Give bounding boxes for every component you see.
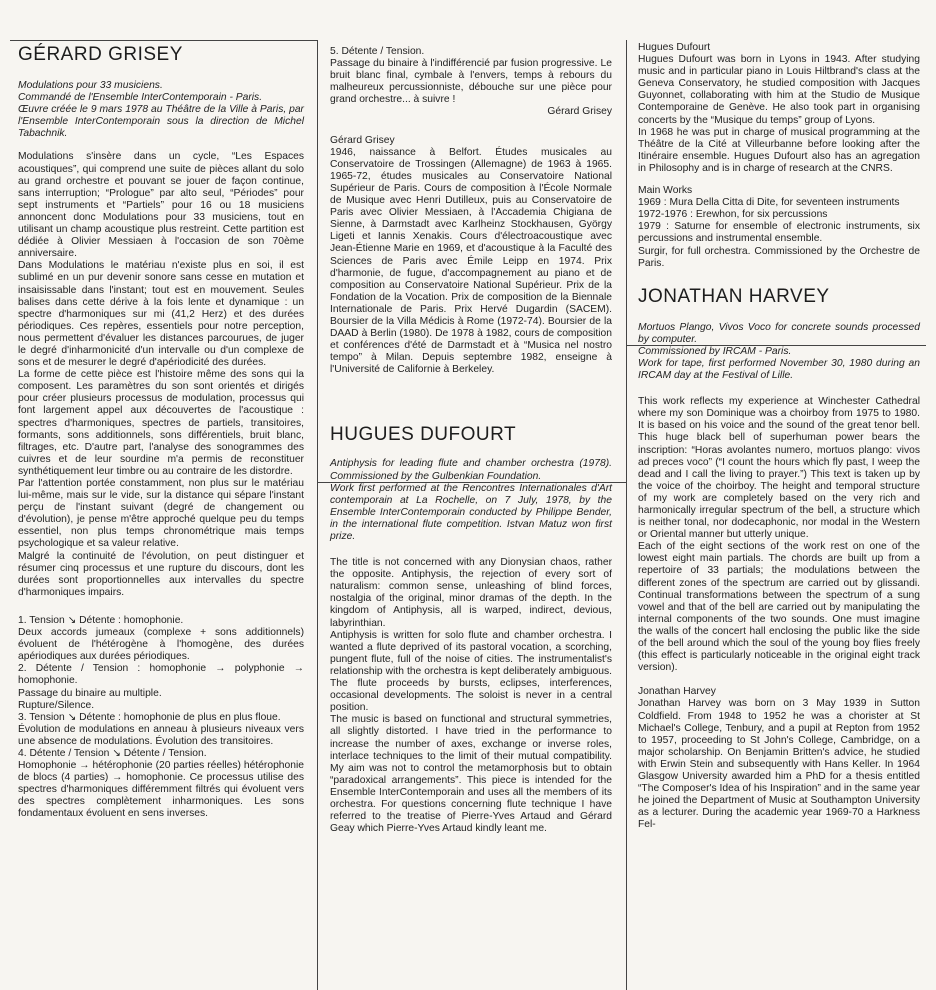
premiere-note: Work for tape, first performed November 30, 1980 during an IRCAM day at the Festival of Lille. <box>638 357 920 382</box>
bio-text: 1946, naissance à Belfort. Études musicales au Conservatoire de Trossingen (Allemagne) de 1963 à 1965. 1965-72, études musicales au Conservatoire National Supérieur de Paris. Cours de composition à l'École Normale de Musique avec Henri Dutilleux, puis au Conservatoire de Paris avec Olivier Messiaen, à l'Accademia Chigiana de Sienne, à Darmstadt avec Karlheinz Stockhausen, György Ligeti et Iannis Xenakis. Cours d'électroacoustique avec Jean-Étienne Marie en 1969, et d'acoustique à la Faculté des Sciences de Paris avec Émile Leipp en 1974. Prix d'harmonie, de fugue, d'accompagnement au piano et de composition au Conservatoire National Supérieur. Prix de la Fondation de la Vocation. Prix de composition de la Biennale Internationale de Paris. Prix Hervé Dugardin (SACEM). Boursier de la Villa Médicis à Rome (1972-74). Boursier de la DAAD à Berlin (1980). De 1978 à 1982, cours de composition et conférences d'été de Darmstadt et à “Musica nel nostro tempo” à Milan. Depuis septembre 1982, enseigne à l'Université de Californie à Berkeley. <box>330 146 612 376</box>
work-title: Modulations pour 33 musiciens. <box>18 80 163 91</box>
works-item: 1972-1976 : Erewhon, for six percussions <box>638 209 828 221</box>
commission-note: Commandé de l'Ensemble InterContemporain - Paris. <box>18 92 263 104</box>
paragraph: Malgré la continuité de l'évolution, on peut distinguer et résumer cinq processus et une rupture du discours, dont les durées sont proportionnelles aux intervalles du spectre d'harmoniques impairs. <box>18 550 304 598</box>
heading-rule-grisey <box>10 40 317 41</box>
list-item: Deux accords jumeaux (complexe + sons additionnels) évoluent de l'hétérogène à l'homogène, des durées apériodiques aux durées périodiques. <box>18 627 304 663</box>
list-item: 2. Détente / Tension : homophonie → polyphonie → homophonie. <box>18 663 304 687</box>
premiere-note: Œuvre créée le 9 mars 1978 au Théâtre de la Ville à Paris, par l'Ensemble InterContemporain sous la direction de Michel Tabachnik. <box>18 104 304 140</box>
column-rule-middle <box>626 40 627 990</box>
commission-note: Commissioned by IRCAM - Paris. <box>638 345 792 357</box>
list-item: 1. Tension ↘ Détente : homophonie. <box>18 614 184 626</box>
works-item: 1979 : Saturne for ensemble of electronic instruments, six percussions and instrumental ensemble. <box>638 221 920 245</box>
bio-heading: Jonathan Harvey <box>638 686 716 698</box>
list-item: Rupture/Silence. <box>18 699 95 711</box>
paragraph: This work reflects my experience at Winchester Cathedral where my son Dominique was a choirboy from 1975 to 1980. It is based on his voice and the sound of the great tenor bell. This huge black bell of superhuman power bears the inscription: “Horas avolantes numero, mortuos plango: vivos ad preces voco” (“I count the hours which fly past, I weep the dead and I call the living to prayer.”) This text is taken up by the voice of the choirboy. The height and temporal structure of my work are completely based on the very rich and harmonically irregular spectrum of the bell, a structure which is neither tonal, nor dodecaphonic, nor modal in the Western or Oriental manner but utterly unique. <box>638 396 920 541</box>
bio-heading: Hugues Dufourt <box>638 42 711 53</box>
works-heading: Main Works <box>638 185 693 197</box>
paragraph: The music is based on functional and structural symmetries, all slightly distorted. I have tried in the performance to increase the number of axes, exchange or inverse roles, interlace techniques to the limit of their mutual compatibility. My aim was not to control the metamorphosis but to obtain “paradoxical arrangements”. This piece is intended for the Ensemble InterContemporain and uses all the members of its orchestra. For questions concerning flute technique I have referred to the treatise of Pierre-Yves Artaud and Gérard Geay which Pierre-Yves Artaud kindly leant me. <box>330 714 612 835</box>
paragraph: 5. Détente / Tension. <box>330 46 425 57</box>
bio-text: In 1968 he was put in charge of musical programming at the Théâtre de la Cité at Villeurbanne before looking after the Itinéraire ensemble. Hugues Dufourt also has an agregation in Philosophy and is in charge of research at the CNRS. <box>638 126 920 174</box>
premiere-note: Work first performed at the Rencontres Internationales d'Art contemporain at La Rochelle, on 7 July, 1978, by the Ensemble InterContemporain conducted by Philippe Bender, in the international flute competition. Istvan Matuz won first prize. <box>330 482 612 542</box>
list-item: Homophonie → hétérophonie (20 parties réelles) hétérophonie de blocs (4 parties) → homophonie. Ce processus utilise des spectres d'harmoniques différemment filtrés qui évoluent vers des spectres complètement inharmoniques. Les sons fondamentaux évoluent en sens inverses. <box>18 760 304 820</box>
column-middle <box>330 46 612 835</box>
paragraph: Modulations s'insère dans un cycle, “Les Espaces acoustiques”, qui comprend une suite de pièces allant du solo au grand orchestre et pouvant se jouer de façon continue, sans interruption; “Prologue” par alto seul, “Périodes” pour sept instruments et “Partiels” pour 16 ou 18 musiciens annoncent donc Modulations pour 33 musiciens, tout en utilisant un champ acoustique plus restreint. Cette partition est dédiée à Olivier Messiaen à l'occasion de son 70ème anniversaire. <box>18 151 304 260</box>
column-right <box>638 42 920 831</box>
bio-text: Hugues Dufourt was born in Lyons in 1943. After studying music and in particular piano in Louis Hiltbrand's class at the Geneva Conservatory, he studied composition with Jacques Guyonnet, collaborating with him at the Studio de Musique Contemporaine de Genève. He also took part in organising concerts by the “Musique du temps” group of Lyons. <box>638 54 920 126</box>
paragraph: Passage du binaire à l'indifférencié par fusion progressive. Le bruit blanc final, cymbale à l'envers, temps à rebours du malheureux percussionniste, débouche sur une pièce pour grand orchestre... à suivre ! <box>330 58 612 106</box>
paragraph: La forme de cette pièce est l'histoire même des sons qui la composent. Les paramètres du son sont orientés et dirigés pour créer plusieurs processus de modulation, processus qui font largement appel aux découvertes de l'acoustique : spectres d'harmoniques, spectres de partiels, transitoires, formants, sons additionnels, sons différentiels, bruit blanc, filtrages, etc. D'autre part, l'analyse des sonogrammes des cuivres et de leur sourdine m'a permis de reconstituer synthétiquement leur timbre ou au contraire de les distordre. <box>18 369 304 477</box>
works-item: Surgir, for full orchestra. Commissioned by the Orchestre de Paris. <box>638 245 920 269</box>
works-item: 1969 : Mura Della Citta di Dite, for seventeen instruments <box>638 197 900 209</box>
bio-heading: Gérard Grisey <box>330 134 395 146</box>
paragraph: The title is not concerned with any Dionysian chaos, rather the opposite. Antiphysis, the rejection of every sort of naturalism: common sense, unleashing of blind forces, nostalgia of the original, minor dramas of the depth. In the kingdom of Antiphysis, all is warped, indirect, devious, labyrinthian. <box>330 557 612 629</box>
list-item: Évolution de modulations en anneau à plusieurs niveaux vers une absence de modulations. Évolution des transitoires. <box>18 723 304 747</box>
list-item: 4. Détente / Tension ↘ Détente / Tension. <box>18 747 207 759</box>
work-title: Mortuos Plango, Vivos Voco for concrete sounds processed by computer. <box>638 321 920 345</box>
paragraph: Antiphysis is written for solo flute and chamber orchestra. I wanted a flute deprived of its pastoral vocation, a scorching, pungent flute, full of the noise of cities. The instrumentalist's relationship with the orchestra is kept deliberately ambiguous. The flute proceeds by bursts, eclipses, interferences, occasional developments. The soloist is never in a central position. <box>330 629 612 714</box>
paragraph: Par l'attention portée constamment, non plus sur le matériau lui-même, mais sur le vide, sur la distance qui sépare l'instant perçu de l'instant suivant (degré de changement ou d'évolution), je pense m'être approché quelque peu du temps essentiel, non plus temps chronométrique mais temps psychologique et sa valeur relative. <box>18 478 304 550</box>
section-title-harvey: JONATHAN HARVEY <box>638 285 830 307</box>
signature: Gérard Grisey <box>547 106 612 118</box>
column-rule-left <box>317 40 318 990</box>
bio-text: Jonathan Harvey was born on 3 May 1939 in Sutton Coldfield. From 1948 to 1952 he was a chorister at St Michael's College, Tenbury, and a pupil at Repton from 1952 to 1957, proceeding to St John's College, Cambridge, on a major scholarship. On Benjamin Britten's advice, he studied with Erwin Stein and subsequently with Hans Keller. In 1964 Glasgow University awarded him a PhD for a thesis entitled “The Composer's Idea of his Inspiration” and in the same year he joined the Department of Music at Southampton University as a lecturer. During the academic year 1969-70 a Harkness Fel- <box>638 698 920 831</box>
section-title-dufourt: HUGUES DUFOURT <box>330 424 517 446</box>
section-title-grisey: GÉRARD GRISEY <box>18 44 183 65</box>
list-item: Passage du binaire au multiple. <box>18 687 162 699</box>
paragraph: Each of the eight sections of the work rest on one of the lowest eight main partials. The chords are built up from a repertoire of 33 partials; the modulations between the different zones of the spectrum are carried out by glissandi. Continual transformations between the spectrum of a sung vowel and that of the bell are carried out by manipulating the internal components of the two sounds. One must imagine the walls of the concert hall enclosing the public like the side of the bell around which the soul of the young boy flies freely (this effect is particularly noticeable in the original eight track version). <box>638 541 920 674</box>
list-item: 3. Tension ↘ Détente : homophonie de plus en plus floue. <box>18 711 281 723</box>
paragraph: Dans Modulations le matériau n'existe plus en soi, il est sublimé en un pur devenir sonore sans cesse en mutation et insaisissable dans l'instant; tout est en mouvement. Seules balises dans cette dérive à la fois lente et dynamique : un spectre d'harmoniques sur mi (41,2 Herz) et des durées périodiques. Ces repères, essentiels pour notre perception, nous permettent d'évaluer les distances parcourues, de juger le degré d'inharmonicité d'un intervalle ou d'un complexe de sons et de mesurer le degré d'apériodicité des durées. <box>18 260 304 369</box>
column-grisey <box>18 44 304 821</box>
work-title: Antiphysis for leading flute and chamber orchestra (1978). Commissioned by the Gulbenkian Foundation. <box>330 458 612 482</box>
